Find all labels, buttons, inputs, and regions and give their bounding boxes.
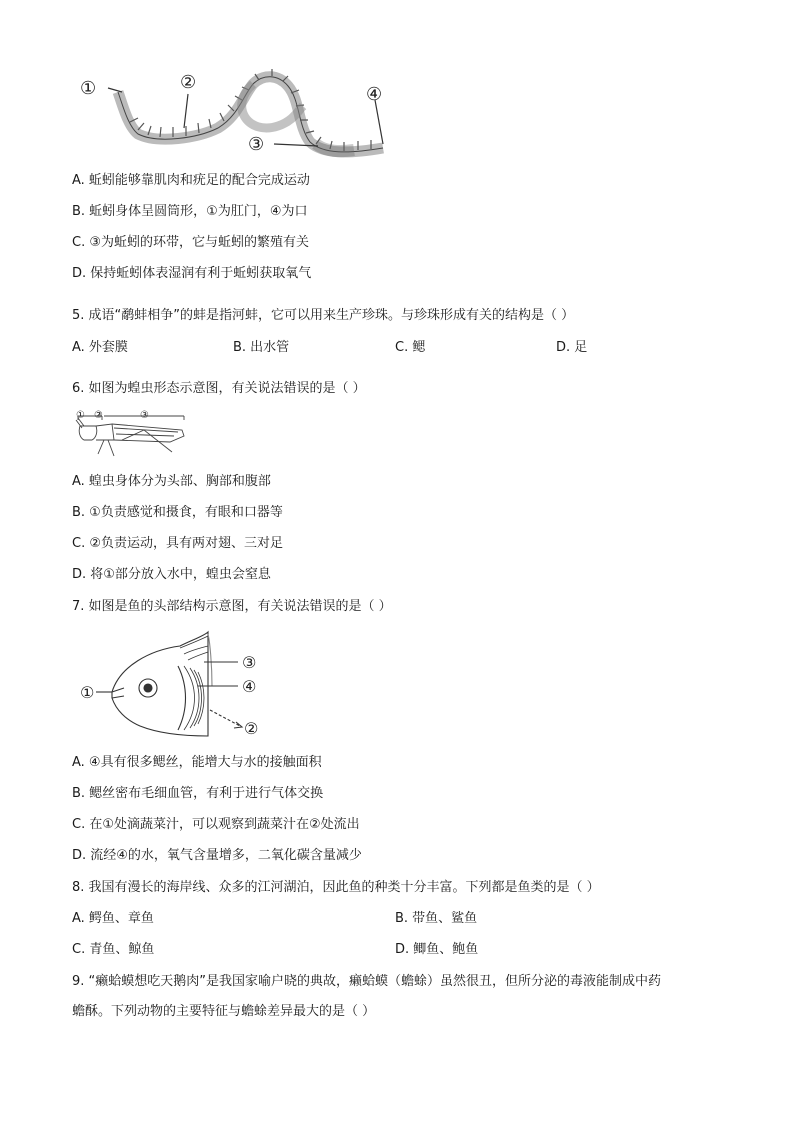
q5-option-c: C. 鳃 (395, 340, 426, 355)
locust-figure (74, 406, 194, 462)
q8-option-c: C. 青鱼、鲸鱼 (72, 942, 155, 957)
label-1: ① (80, 78, 97, 99)
q5-option-b: B. 出水管 (233, 340, 290, 355)
label-3: ③ (140, 410, 149, 421)
q5-option-a: A. 外套膜 (72, 340, 128, 355)
q8-option-b: B. 带鱼、鲨鱼 (395, 911, 478, 926)
q6-option-c: C. ②负责运动，具有两对翅、三对足 (72, 536, 283, 551)
q4-option-d: D. 保持蚯蚓体表湿润有利于蚯蚓获取氧气 (72, 266, 312, 281)
label-4: ④ (242, 677, 257, 696)
q7-option-d: D. 流经④的水，氧气含量增多，二氧化碳含量减少 (72, 848, 362, 863)
q7-option-a: A. ④具有很多鳃丝，能增大与水的接触面积 (72, 755, 322, 770)
q8-option-a: A. 鳄鱼、章鱼 (72, 911, 154, 926)
label-1: ① (80, 683, 95, 702)
q9-stem-line2: 蟾酥。下列动物的主要特征与蟾蜍差异最大的是（ ） (72, 1004, 376, 1019)
q8-option-d: D. 鲫鱼、鲍鱼 (395, 942, 479, 957)
label-1: ① (76, 410, 85, 421)
label-3: ③ (248, 134, 265, 155)
q5-stem: 5. 成语“鹬蚌相争”的蚌是指河蚌，它可以用来生产珍珠。与珍珠形成有关的结构是（ ） (72, 308, 575, 323)
q4-option-b: B. 蚯蚓身体呈圆筒形，①为肛门，④为口 (72, 204, 308, 219)
q9-stem-line1: 9. “癞蛤蟆想吃天鹅肉”是我国家喻户晓的典故，癞蛤蟆（蟾蜍）虽然很丑，但所分泌的毒液能制成中药 (72, 974, 662, 989)
q6-option-b: B. ①负责感觉和摄食，有眼和口器等 (72, 505, 283, 520)
q8-stem: 8. 我国有漫长的海岸线、众多的江河湖泊，因此鱼的种类十分丰富。下列都是鱼类的是（ ） (72, 880, 600, 895)
q4-option-a: A. 蚯蚓能够靠肌肉和疣足的配合完成运动 (72, 173, 310, 188)
fish-head-figure (80, 626, 280, 744)
q4-option-c: C. ③为蚯蚓的环带，它与蚯蚓的繁殖有关 (72, 235, 309, 250)
earthworm-figure (78, 66, 398, 166)
q6-option-d: D. 将①部分放入水中，蝗虫会窒息 (72, 567, 271, 582)
q6-stem: 6. 如图为蝗虫形态示意图，有关说法错误的是（ ） (72, 381, 366, 396)
label-2: ② (180, 72, 197, 93)
q6-option-a: A. 蝗虫身体分为头部、胸部和腹部 (72, 474, 271, 489)
q7-option-c: C. 在①处滴蔬菜汁，可以观察到蔬菜汁在②处流出 (72, 817, 360, 832)
label-2: ② (244, 719, 259, 738)
q5-option-d: D. 足 (556, 340, 588, 355)
q7-stem: 7. 如图是鱼的头部结构示意图，有关说法错误的是（ ） (72, 599, 392, 614)
q7-option-b: B. 鳃丝密布毛细血管，有利于进行气体交换 (72, 786, 324, 801)
label-2: ② (94, 410, 103, 421)
label-4: ④ (366, 84, 383, 105)
label-3: ③ (242, 653, 257, 672)
